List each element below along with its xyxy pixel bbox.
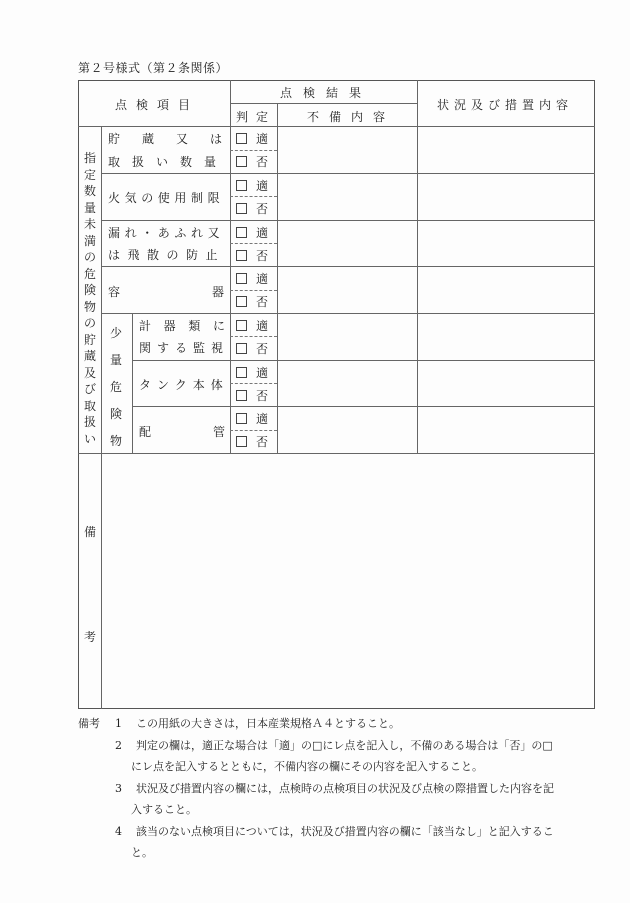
status-measures-field[interactable]: [418, 174, 594, 219]
deficiency-field[interactable]: [278, 267, 416, 312]
checkbox-label: 適: [256, 366, 269, 380]
notes-head: 備考: [78, 717, 100, 730]
checkbox-square-icon: [236, 156, 247, 167]
judgement-ng-checkbox[interactable]: [236, 293, 268, 310]
judgement-ok-checkbox[interactable]: [236, 177, 268, 194]
judgement-ng-checkbox[interactable]: [236, 387, 268, 404]
note-text: にレ点を記入するとともに，不備内容の欄にその内容を記入すること。: [131, 760, 483, 773]
status-measures-field[interactable]: [418, 407, 594, 452]
row-label: 火気の使用制限: [108, 191, 225, 205]
checkbox-square-icon: [236, 436, 247, 447]
status-measures-field[interactable]: [418, 127, 594, 172]
remarks-label-top: 備: [84, 525, 97, 539]
checkbox-label: 適: [256, 272, 269, 286]
checkbox-square-icon: [236, 320, 247, 331]
note-text: 判定の欄は，適正な場合は「適」の□にレ点を記入し，不備のある場合は「否」の□: [136, 738, 553, 752]
status-measures-field[interactable]: [418, 267, 594, 312]
checkbox-label: 適: [256, 319, 269, 333]
remarks-field[interactable]: [102, 454, 594, 708]
checkbox-label: 適: [256, 132, 269, 146]
note-num: 1: [115, 717, 122, 730]
checkbox-square-icon: [236, 250, 247, 261]
form-title: 第２号様式（第２条関係）: [78, 61, 229, 75]
row-label: タンク本体: [139, 378, 229, 392]
row-label: 配管: [139, 425, 225, 439]
deficiency-field[interactable]: [278, 314, 416, 359]
note-text: 該当のない点検項目については，状況及び措置内容の欄に「該当なし」と記入するこ: [136, 824, 554, 838]
note-num: 3: [115, 781, 122, 795]
note-text: この用紙の大きさは，日本産業規格Ａ４とすること。: [136, 717, 400, 730]
checkbox-label: 適: [256, 226, 269, 240]
row-label: 貯蔵又は: [108, 132, 245, 146]
judgement-ok-checkbox[interactable]: [236, 270, 268, 287]
judgement-ok-checkbox[interactable]: [236, 364, 268, 381]
checkbox-label: 否: [256, 295, 269, 309]
status-measures-field[interactable]: [418, 221, 594, 266]
row-label: 容器: [108, 285, 224, 299]
header-judgement: 判定: [236, 110, 277, 124]
checkbox-square-icon: [236, 227, 247, 238]
remarks-label-bottom: 考: [84, 630, 97, 644]
note-text: と。: [131, 846, 153, 859]
note-num: 4: [115, 824, 122, 838]
judgement-ok-checkbox[interactable]: [236, 130, 268, 147]
deficiency-field[interactable]: [278, 174, 416, 219]
header-deficiency: 不備内容: [307, 110, 396, 124]
judgement-ng-checkbox[interactable]: [236, 153, 268, 170]
status-measures-field[interactable]: [418, 361, 594, 406]
checkbox-square-icon: [236, 180, 247, 191]
note-text: 状況及び措置内容の欄には，点検時の点検項目の状況及び点検の際措置した内容を記: [136, 781, 554, 795]
row-label: 計器類に: [139, 319, 225, 333]
judgement-ng-checkbox[interactable]: [236, 247, 268, 264]
deficiency-field[interactable]: [278, 361, 416, 406]
row-label: 関する監視: [139, 341, 230, 355]
checkbox-label: 否: [256, 202, 269, 216]
row-label: 取扱い数量: [108, 155, 229, 169]
row-label: は飛散の防止: [108, 248, 226, 262]
header-inspection-result: 点検結果: [280, 86, 373, 100]
note-num: 2: [115, 738, 122, 752]
deficiency-field[interactable]: [278, 407, 416, 452]
category-label: 指定数量未満の危険物の貯蔵及び取扱い: [83, 151, 96, 446]
checkbox-square-icon: [236, 367, 247, 378]
deficiency-field[interactable]: [278, 221, 416, 266]
judgement-ng-checkbox[interactable]: [236, 340, 268, 357]
checkbox-square-icon: [236, 133, 247, 144]
notes: [78, 713, 608, 864]
checkbox-label: 否: [256, 435, 269, 449]
checkbox-label: 適: [256, 179, 269, 193]
judgement-ok-checkbox[interactable]: [236, 410, 268, 427]
checkbox-label: 否: [256, 155, 269, 169]
checkbox-label: 適: [256, 412, 269, 426]
checkbox-label: 否: [256, 249, 269, 263]
header-inspection-item: 点検項目: [115, 98, 200, 112]
checkbox-label: 否: [256, 389, 269, 403]
checkbox-square-icon: [236, 273, 247, 284]
checkbox-label: 否: [256, 342, 269, 356]
header-status-measures: 状況及び措置内容: [437, 98, 574, 112]
divider: [230, 103, 417, 104]
checkbox-square-icon: [236, 343, 247, 354]
deficiency-field[interactable]: [278, 127, 416, 172]
note-text: 入すること。: [131, 803, 197, 816]
judgement-ok-checkbox[interactable]: [236, 317, 268, 334]
row-label: 漏れ・あふれ又: [108, 226, 225, 240]
checkbox-square-icon: [236, 296, 247, 307]
divider: [132, 313, 133, 453]
checkbox-square-icon: [236, 203, 247, 214]
judgement-ng-checkbox[interactable]: [236, 200, 268, 217]
checkbox-square-icon: [236, 413, 247, 424]
small-quantity-label: 少量危険物: [109, 326, 122, 448]
judgement-ok-checkbox[interactable]: [236, 224, 268, 241]
checkbox-square-icon: [236, 390, 247, 401]
judgement-ng-checkbox[interactable]: [236, 433, 268, 450]
status-measures-field[interactable]: [418, 314, 594, 359]
